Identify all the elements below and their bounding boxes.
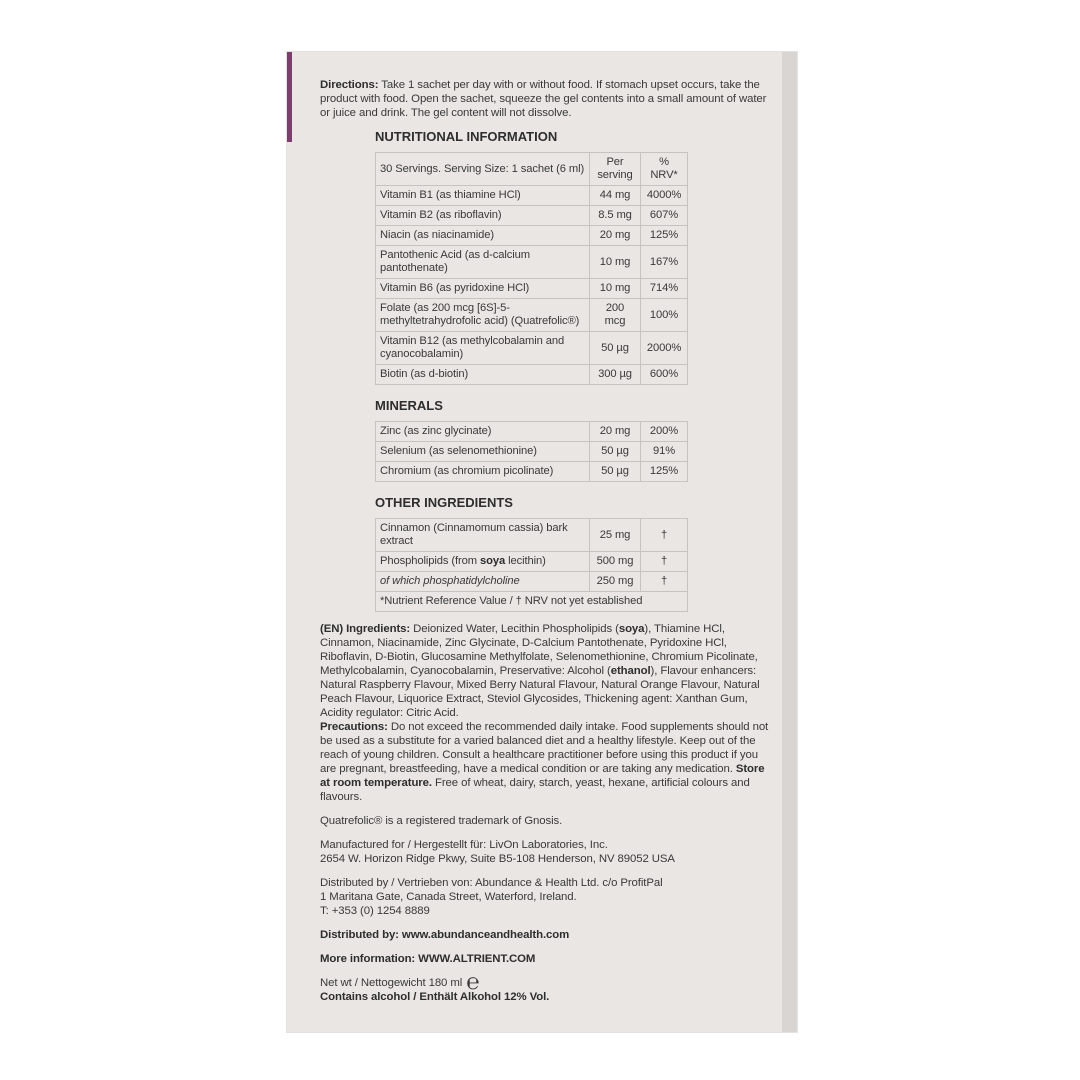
mineral-name: Zinc (as zinc glycinate) — [376, 422, 590, 442]
ingredient-name: Cinnamon (Cinnamomum cassia) bark extract — [376, 519, 590, 552]
nutrient-name: Biotin (as d-biotin) — [376, 365, 590, 385]
table-row — [376, 552, 688, 572]
distributor-web — [320, 928, 770, 942]
nutrient-name: Niacin (as niacinamide) — [376, 226, 590, 246]
nutrient-nrv: 167% — [641, 246, 688, 279]
nutrient-value: 10 mg — [590, 279, 641, 299]
table-row — [376, 572, 688, 592]
nutrient-nrv: 607% — [641, 206, 688, 226]
more-info — [320, 952, 770, 966]
nutrient-nrv: 4000% — [641, 186, 688, 206]
precautions-label: Precautions: — [320, 721, 388, 733]
precautions-paragraph — [320, 720, 770, 804]
net-weight — [320, 970, 770, 995]
nutrient-value: 8.5 mg — [590, 206, 641, 226]
table-row — [376, 422, 688, 442]
trademark-note: Quatrefolic® is a registered trademark of Gnosis. — [320, 815, 563, 827]
nutrient-name: Pantothenic Acid (as d-calcium pantothenate) — [376, 246, 590, 279]
ingredients-text: ), Flavour enhancers: Natural Raspberry Flavour, Mixed Berry Natural Flavour, Natural Orange Flavour, Natural Peach Flavour, Liquorice Extract, Steviol Glycosides, Thickening agent: Xanthan Gum, Acidity regulator: Citric Acid. — [320, 665, 760, 719]
more-info-text: More information: WWW.ALTRIENT.COM — [320, 953, 536, 965]
storage-text: Store at room temperature. — [320, 763, 765, 789]
directions-paragraph — [320, 78, 770, 120]
ingredients-text: Deionized Water, Lecithin Phospholipids ( — [410, 623, 619, 635]
net-weight-text: Net wt / Nettogewicht 180 ml — [320, 977, 463, 989]
ingredients-text: ), Thiamine HCl, Cinnamon, Niacinamide, Zinc Glycinate, D-Calcium Pantothenate, Pyridoxine HCl, Riboflavin, D-Biotin, Glucosamine Methylfolate, Selenomethionine, Chromium Picolinate, Methylcobalamin, Cyanocobalamin, Preservative: Alcohol ( — [320, 623, 758, 677]
precautions-text: Free of wheat, dairy, starch, yeast, hexane, artificial colours and flavours. — [320, 777, 750, 803]
alcohol-content — [320, 990, 770, 1004]
nutrient-value: 200 mcg — [590, 299, 641, 332]
allergen-text: ethanol — [610, 665, 651, 677]
ingredient-value: 250 mg — [590, 572, 641, 592]
table-row — [376, 462, 688, 482]
servings-cell: 30 Servings. Serving Size: 1 sachet (6 ml) — [376, 153, 590, 186]
precautions-text: Do not exceed the recommended daily intake. Food supplements should not be used as a substitute for a varied balanced diet and a healthy lifestyle. Keep out of the reach of young children. Consult a healthcare practitioner before using this product if you are pregnant, breastfeeding, have a medical condition or are taking any medication. — [320, 721, 769, 775]
table-row — [376, 246, 688, 279]
table-row — [376, 365, 688, 385]
nutrient-name: Vitamin B12 (as methylcobalamin and cyanocobalamin) — [376, 332, 590, 365]
nutrient-nrv: 125% — [641, 226, 688, 246]
box-side-edge — [782, 52, 797, 1032]
nutrient-value: 10 mg — [590, 246, 641, 279]
manufacturer-line: Manufactured for / Hergestellt für: LivOn Laboratories, Inc. — [320, 839, 608, 851]
ingredients-label: (EN) Ingredients: — [320, 623, 411, 635]
ingredient-name: of which phosphatidylcholine — [376, 572, 590, 592]
table-row — [376, 279, 688, 299]
nutrient-name: Vitamin B2 (as riboflavin) — [376, 206, 590, 226]
directions-text: Take 1 sachet per day with or without food. If stomach upset occurs, take the product with food. Open the sachet, squeeze the gel contents into a small amount of water or juice and drink. The gel content will not dissolve. — [320, 79, 767, 119]
nrv-header: % NRV* — [641, 153, 688, 186]
other-ingredients-title: OTHER INGREDIENTS — [375, 495, 513, 510]
nutrient-value: 20 mg — [590, 226, 641, 246]
table-row — [376, 186, 688, 206]
ingredient-nrv: † — [641, 519, 688, 552]
ingredient-nrv: † — [641, 572, 688, 592]
distributor-address: 1 Maritana Gate, Canada Street, Waterford, Ireland. — [320, 891, 577, 903]
table-row — [376, 226, 688, 246]
distributor-phone: T: +353 (0) 1254 8889 — [320, 905, 430, 917]
nutrient-name: Vitamin B6 (as pyridoxine HCl) — [376, 279, 590, 299]
table-row — [376, 442, 688, 462]
mineral-value: 50 µg — [590, 442, 641, 462]
table-row — [376, 519, 688, 552]
distributor-line: Distributed by / Vertrieben von: Abundance & Health Ltd. c/o ProfitPal — [320, 877, 663, 889]
minerals-table — [375, 421, 688, 482]
table-row — [376, 332, 688, 365]
nutrient-nrv: 714% — [641, 279, 688, 299]
label-content — [320, 78, 770, 1004]
nutrient-name: Vitamin B1 (as thiamine HCl) — [376, 186, 590, 206]
table-header-row — [376, 153, 688, 186]
table-row — [376, 206, 688, 226]
directions-label: Directions: — [320, 79, 379, 91]
per-serving-header: Per serving — [590, 153, 641, 186]
nutrient-value: 44 mg — [590, 186, 641, 206]
ingredient-name-part: lecithin) — [505, 555, 546, 567]
minerals-title: MINERALS — [375, 398, 443, 413]
nrv-footnote: *Nutrient Reference Value / † NRV not yet established — [376, 592, 688, 612]
box-purple-edge — [287, 52, 292, 142]
ingredient-name — [376, 552, 590, 572]
ingredient-name-part: Phospholipids (from — [380, 555, 480, 567]
nutrient-nrv: 2000% — [641, 332, 688, 365]
allergen-text: soya — [618, 623, 645, 635]
mineral-nrv: 125% — [641, 462, 688, 482]
estimated-sign-icon: ℮ — [466, 970, 480, 995]
mineral-value: 20 mg — [590, 422, 641, 442]
nutrient-nrv: 600% — [641, 365, 688, 385]
nutrient-name: Folate (as 200 mcg [6S]-5-methyltetrahydrofolic acid) (Quatrefolic®) — [376, 299, 590, 332]
mineral-name: Selenium (as selenomethionine) — [376, 442, 590, 462]
mineral-nrv: 200% — [641, 422, 688, 442]
distributor-web-text: Distributed by: www.abundanceandhealth.com — [320, 929, 570, 941]
nutritional-title: NUTRITIONAL INFORMATION — [375, 129, 558, 144]
ingredients-paragraph — [320, 622, 770, 720]
distributor-info — [320, 876, 770, 918]
ingredient-value: 25 mg — [590, 519, 641, 552]
mineral-nrv: 91% — [641, 442, 688, 462]
allergen-text: soya — [479, 555, 506, 567]
ingredient-value: 500 mg — [590, 552, 641, 572]
table-row — [376, 299, 688, 332]
alcohol-content-text: Contains alcohol / Enthält Alkohol 12% Vol. — [320, 991, 550, 1003]
mineral-name: Chromium (as chromium picolinate) — [376, 462, 590, 482]
mineral-value: 50 µg — [590, 462, 641, 482]
other-ingredients-table — [375, 518, 688, 612]
nutrient-value: 300 µg — [590, 365, 641, 385]
manufacturer-address: 2654 W. Horizon Ridge Pkwy, Suite B5-108 Henderson, NV 89052 USA — [320, 853, 675, 865]
nutrient-nrv: 100% — [641, 299, 688, 332]
nutritional-table — [375, 152, 688, 385]
table-footnote-row — [376, 592, 688, 612]
nutrient-value: 50 µg — [590, 332, 641, 365]
ingredient-nrv: † — [641, 552, 688, 572]
manufacturer-info — [320, 838, 770, 866]
